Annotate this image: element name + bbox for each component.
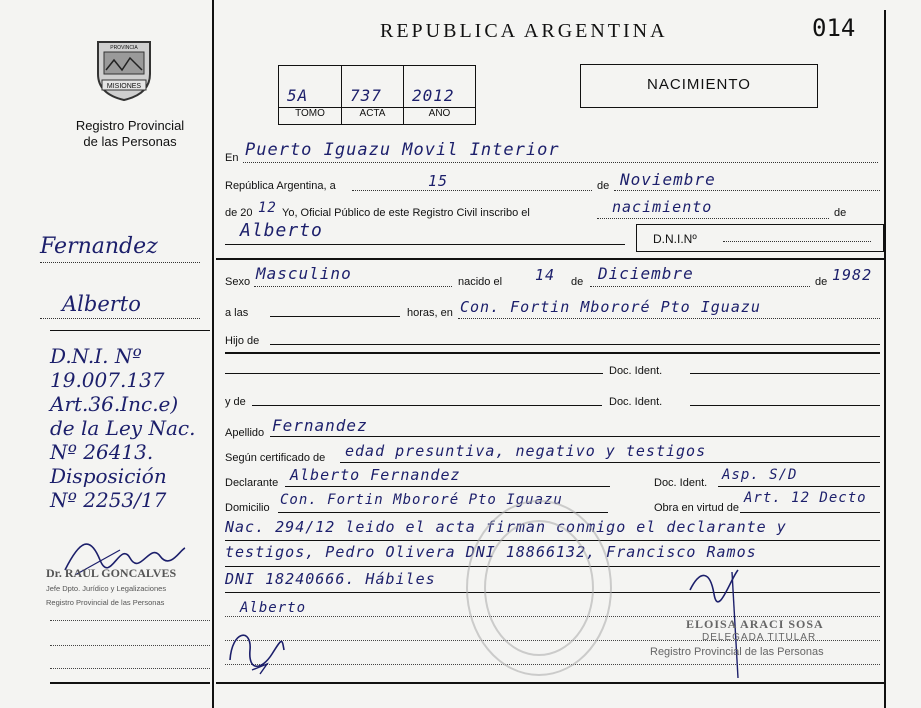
acta-value-cell: 737 [341,65,404,108]
parent1-line [225,373,603,374]
doc-ident-line-3 [718,486,880,487]
nacido-label: nacido el [458,276,503,288]
section-separator [216,258,884,260]
margin-first-name-line [40,318,200,319]
horas-label: horas, en [407,307,453,319]
official-name: Dr. RAUL GONCALVES [46,566,177,580]
place-line [243,162,878,163]
hijo-de-line-2 [225,352,880,354]
record-type: NACIMIENTO [647,76,751,93]
apellido-value: Fernandez [272,416,368,435]
margin-line [50,620,210,621]
apellido-line [270,436,880,437]
annotation-line: Disposición [50,464,167,488]
officer-role: DELEGADA TITULAR [702,632,817,643]
continuation-line-3: DNI 18240666. Hábiles [225,570,436,588]
ano-value-cell: 2012 [403,65,476,108]
day-value: 15 [428,172,449,190]
annotation-line: 19.007.137 [50,368,165,392]
annotation-line: de la Ley Nac. [50,416,196,440]
officer-text: Yo, Oficial Público de este Registro Civil inscribo el [282,207,530,219]
birth-place-value: Con. Fortin Mbororé Pto Iguazu [460,298,761,316]
margin-line [50,668,210,669]
domicilio-label: Domicilio [225,502,270,514]
annotation-line: Nº 26413. [50,440,154,464]
svg-text:MISIONES: MISIONES [106,83,142,90]
declarante-value: Alberto Fernandez [290,466,461,484]
margin-annotation [50,344,215,512]
hijo-de-label: Hijo de [225,335,260,347]
doc-ident-label-3: Doc. Ident. [654,477,708,489]
born-year: 1982 [832,266,873,284]
official-registry: Registro Provincial de las Personas [46,598,165,607]
margin-first-name: Alberto [62,292,141,316]
born-month: Diciembre [598,264,694,283]
sexo-value: Masculino [256,264,352,283]
acta-label: ACTA [341,107,404,125]
certificado-label: Según certificado de [225,452,326,464]
a-las-label: a las [225,307,249,319]
margin-separator [50,330,210,331]
margin-surname: Fernandez [40,234,158,259]
republica-label: República Argentina, a [225,180,336,192]
registry-seal-inner [484,520,594,656]
doc-ident-label-2: Doc. Ident. [609,396,663,408]
born-year-prefix: de [815,276,828,288]
y-de-label: y de [225,396,246,408]
de-label-2: de [834,207,847,219]
month-value: Noviembre [620,170,716,189]
margin-surname-line [40,262,200,263]
obra-label: Obra en virtud de [654,502,739,514]
hours-line [270,316,400,317]
official-role: Jefe Dpto. Jurídico y Legalizaciones [46,584,167,593]
country-title: REPUBLICA ARGENTINA [380,20,668,42]
dni-box [636,224,884,252]
apellido-label: Apellido [225,427,265,439]
day-line [352,190,592,191]
witness-signature [222,620,292,676]
bottom-right-rule [216,682,884,684]
hijo-de-line [270,344,880,345]
name-value: Alberto [240,220,323,241]
officer-name: ELOISA ARACI SOSA [686,617,824,631]
certificado-line [340,462,880,463]
inscribe-line [597,218,829,219]
obra-value: Art. 12 Decto [744,490,867,506]
right-border [884,10,886,708]
doc-ident-value-3: Asp. S/D [722,467,798,483]
birth-place-line [458,318,880,319]
month-line [614,190,880,191]
tomo-value-cell: 5A [278,65,342,108]
declarant-signature: Alberto [240,600,307,616]
doc-ident-line-2 [690,405,880,406]
domicilio-value: Con. Fortin Mbororé Pto Iguazu [280,492,563,508]
dni-label: D.N.I.Nº [653,232,697,246]
svg-text:PROVINCIA: PROVINCIA [110,45,138,51]
year-value: 12 [258,200,277,216]
record-type-box [580,64,818,108]
margin-line [50,645,210,646]
declarante-line [285,486,610,487]
born-month-line [590,286,810,287]
born-de-label: de [571,276,584,288]
dni-line [723,241,871,242]
parent2-line [252,405,602,406]
sheet-number: 014 [812,14,856,42]
continuation-line-2: testigos, Pedro Olivera DNI 18866132, Francisco Ramos [225,543,757,561]
annotation-line: D.N.I. Nº [50,344,142,368]
born-day: 14 [535,266,556,284]
bottom-left-rule [50,682,210,684]
tomo-label: TOMO [278,107,342,125]
place-value: Puerto Iguazu Movil Interior [245,140,560,160]
certificado-value: edad presuntiva, negativo y testigos [345,442,707,460]
sexo-label: Sexo [225,276,251,288]
sexo-line [254,286,452,287]
month-de-label: de [597,180,610,192]
registry-name-line1: Registro Provincial [75,118,185,133]
continuation-line-1: Nac. 294/12 leido el acta firman conmigo el declarante y [225,518,787,536]
registry-name-line2: de las Personas [83,134,177,149]
annotation-line: Nº 2253/17 [50,488,167,512]
name-line [225,244,625,245]
doc-ident-line-1 [690,373,880,374]
inscribe-value: nacimiento [612,198,713,216]
declarante-label: Declarante [225,477,279,489]
en-label: En [225,152,239,164]
doc-ident-label-1: Doc. Ident. [609,365,663,377]
year-prefix: de 20 [225,207,253,219]
province-seal-logo [92,36,156,102]
ano-label: AÑO [403,107,476,125]
annotation-line: Art.36.Inc.e) [50,392,179,416]
obra-line [740,512,880,513]
officer-registry: Registro Provincial de las Personas [650,646,824,658]
